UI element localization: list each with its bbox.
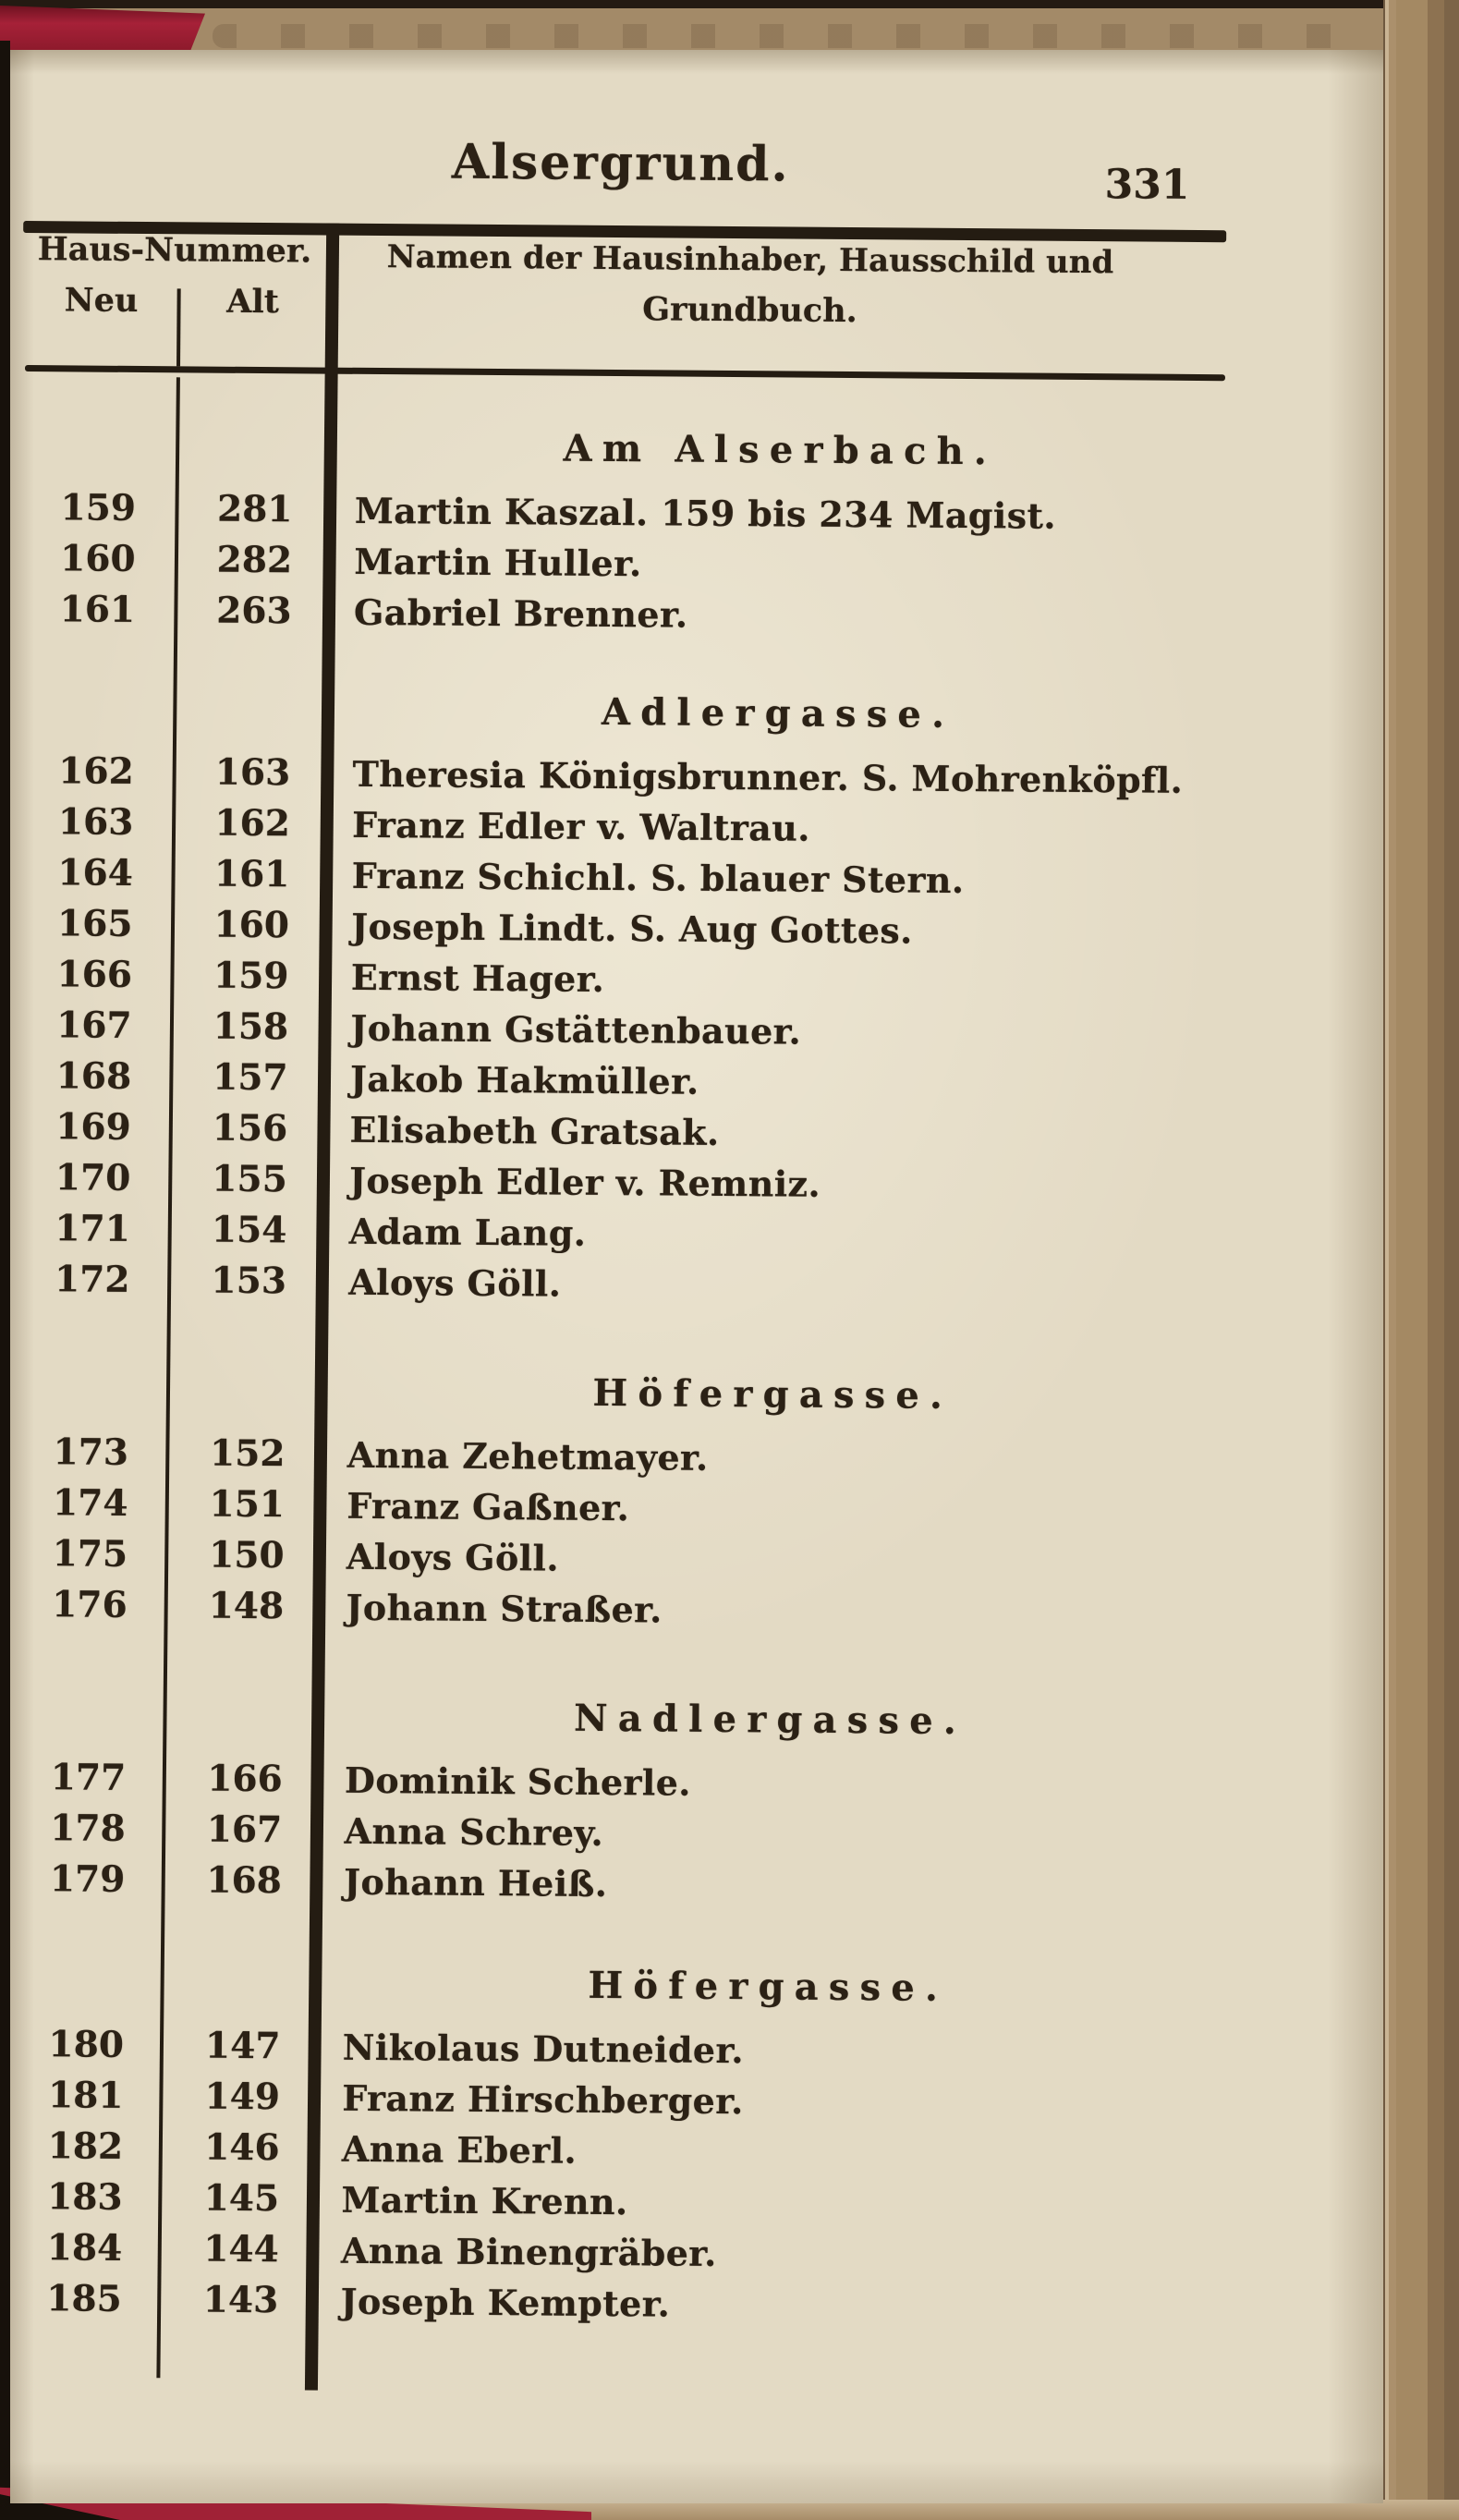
owner-name: Adam Lang. — [348, 1210, 587, 1254]
house-number-new: 175 — [52, 1532, 128, 1576]
page-number: 331 — [1104, 161, 1190, 209]
owner-name: Johann Gstättenbauer. — [350, 1006, 802, 1053]
owner-name: Elisabeth Gratsak. — [349, 1108, 720, 1153]
house-number-old: 281 — [216, 487, 293, 531]
house-number-old: 156 — [212, 1106, 288, 1150]
table-row — [15, 1203, 1218, 1263]
house-number-new: 160 — [59, 537, 136, 580]
house-number-new: 170 — [55, 1156, 131, 1199]
house-number-new: 162 — [58, 749, 134, 793]
table-row — [18, 898, 1221, 958]
table-row — [20, 584, 1223, 644]
table-row — [18, 847, 1221, 907]
owner-name: Nikolaus Dutneider. — [342, 2026, 745, 2072]
table-row — [9, 2019, 1212, 2079]
house-number-new: 168 — [55, 1054, 132, 1098]
owner-name: Franz Gaßner. — [347, 1484, 630, 1529]
table-row — [13, 1478, 1216, 1538]
street-rows — [6, 2019, 1212, 2333]
house-number-new: 171 — [55, 1207, 131, 1250]
street-heading: Adlergasse. — [601, 689, 955, 737]
table-row — [15, 1254, 1218, 1314]
page-content — [0, 45, 1385, 2510]
house-number-new: 184 — [46, 2226, 123, 2270]
book-top-edge-marks — [213, 24, 1358, 48]
table-row — [21, 482, 1224, 542]
house-number-new: 174 — [52, 1481, 128, 1525]
table-row — [20, 533, 1223, 593]
house-number-new: 182 — [47, 2124, 124, 2168]
house-number-old: 159 — [213, 954, 289, 998]
owner-name: Joseph Edler v. Remniz. — [348, 1159, 821, 1205]
house-number-old: 162 — [214, 801, 291, 846]
house-number-new: 179 — [49, 1857, 126, 1901]
table-row — [7, 2222, 1210, 2283]
house-number-old: 168 — [206, 1858, 283, 1903]
table-row — [14, 1427, 1217, 1487]
owner-name: Jakob Hakmüller. — [349, 1057, 699, 1102]
table-header-left — [22, 230, 326, 322]
house-number-old: 148 — [208, 1584, 285, 1628]
house-number-old: 149 — [204, 2075, 281, 2119]
table-row — [11, 1752, 1214, 1812]
owner-name: Johann Straßer. — [346, 1586, 663, 1631]
owner-name: Franz Schichl. S. blauer Stern. — [351, 854, 965, 902]
neu-alt-divider-line — [176, 288, 181, 366]
running-header: Alsergrund. — [451, 133, 790, 193]
owner-name: Gabriel Brenner. — [353, 590, 688, 636]
house-number-new: 161 — [59, 588, 136, 631]
owner-name: Ernst Hager. — [350, 956, 605, 1000]
house-number-new: 183 — [47, 2175, 123, 2219]
house-number-old: 147 — [204, 2024, 281, 2068]
house-number-old: 150 — [209, 1533, 285, 1577]
page-paper — [10, 50, 1383, 2503]
house-number-old: 167 — [206, 1808, 283, 1852]
house-number-old: 145 — [203, 2176, 280, 2221]
owner-name: Martin Krenn. — [341, 2178, 628, 2223]
house-number-old: 143 — [202, 2278, 279, 2322]
house-number-old: 160 — [213, 903, 290, 947]
house-number-old: 282 — [216, 538, 293, 582]
owner-name: Anna Schrey. — [344, 1809, 604, 1854]
house-number-old: 154 — [211, 1208, 287, 1252]
col-header-alt: Alt — [226, 282, 280, 322]
owner-name: Johann Heiß. — [343, 1860, 608, 1905]
house-number-new: 178 — [50, 1807, 126, 1850]
house-number-old: 152 — [209, 1431, 286, 1476]
owner-name: Franz Hirschberger. — [342, 2076, 744, 2123]
house-number-new: 169 — [55, 1105, 131, 1149]
owner-name: Aloys Göll. — [346, 1535, 560, 1579]
table-row — [18, 797, 1222, 857]
book-top-edge — [0, 0, 1459, 50]
house-number-old: 153 — [211, 1259, 287, 1303]
house-number-new: 166 — [56, 953, 133, 996]
owner-name: Aloys Göll. — [348, 1260, 562, 1305]
house-number-old: 151 — [209, 1482, 286, 1527]
house-number-old: 158 — [213, 1004, 289, 1049]
house-number-new: 164 — [57, 851, 134, 895]
street-rows — [12, 1427, 1217, 1639]
col-header-neu-alt — [22, 281, 325, 322]
table-row — [7, 2172, 1210, 2232]
house-number-new: 163 — [57, 800, 134, 844]
owner-name: Joseph Kempter. — [340, 2280, 671, 2325]
street-section — [10, 1687, 1215, 1914]
street-heading: Höfergasse. — [592, 1370, 954, 1418]
table-row — [17, 1000, 1220, 1060]
table-row — [16, 1102, 1219, 1162]
table-row — [13, 1528, 1216, 1589]
owner-name: Joseph Lindt. S. Aug Gottes. — [351, 905, 913, 952]
street-heading: Am Alserbach. — [563, 426, 998, 474]
book-fore-edge — [1383, 0, 1459, 2520]
house-number-old: 157 — [213, 1055, 288, 1100]
street-rows — [10, 1752, 1214, 1914]
table-body — [6, 376, 1225, 2333]
table-row — [18, 746, 1222, 806]
house-number-old: 166 — [207, 1757, 283, 1801]
owner-name: Anna Binengräber. — [340, 2229, 717, 2274]
owner-name: Theresia Königsbrunner. S. Mohrenköpfl. — [352, 752, 1184, 801]
house-number-new: 173 — [53, 1430, 129, 1474]
street-section — [6, 1954, 1212, 2333]
table-row — [8, 2070, 1211, 2130]
house-number-new: 176 — [52, 1583, 128, 1626]
owner-name: Anna Zehetmayer. — [347, 1433, 709, 1479]
table-row — [17, 1051, 1220, 1111]
house-number-new: 159 — [60, 486, 137, 530]
street-section — [20, 418, 1225, 644]
col-header-names-line1: Namen der Hausinhaber, Hausschild und — [386, 238, 1114, 282]
street-heading: Höfergasse. — [588, 1963, 949, 2010]
col-header-neu: Neu — [64, 281, 139, 320]
house-number-old: 146 — [203, 2125, 280, 2170]
owner-name: Martin Kaszal. 159 bis 234 Magist. — [354, 489, 1057, 537]
street-rows — [15, 746, 1222, 1314]
table-row — [16, 1152, 1219, 1212]
table-row — [8, 2121, 1211, 2181]
col-header-names-line2: Grundbuch. — [642, 290, 857, 331]
house-number-new: 165 — [56, 902, 133, 945]
house-number-new: 167 — [56, 1004, 132, 1047]
table-row — [12, 1579, 1215, 1639]
house-number-old: 155 — [212, 1157, 288, 1201]
house-number-new: 172 — [54, 1258, 130, 1301]
owner-name: Dominik Scherle. — [344, 1759, 692, 1804]
owner-name: Anna Eberl. — [341, 2127, 578, 2172]
table-row — [18, 949, 1221, 1009]
table-row — [10, 1803, 1213, 1863]
house-number-new: 181 — [47, 2074, 124, 2117]
owner-name: Franz Edler v. Waltrau. — [351, 803, 811, 849]
house-number-old: 144 — [203, 2227, 279, 2271]
house-number-old: 263 — [216, 589, 292, 633]
house-number-old: 161 — [213, 852, 290, 896]
street-section — [15, 681, 1222, 1314]
col-header-haus-nummer: Haus-Nummer. — [37, 230, 312, 271]
owner-name: Martin Huller. — [354, 540, 642, 585]
house-number-new: 180 — [48, 2023, 125, 2066]
table-row — [6, 2273, 1210, 2333]
table-header-right — [338, 238, 1226, 334]
street-heading: Nadlergasse. — [573, 1696, 967, 1744]
table-row — [10, 1854, 1213, 1914]
house-number-new: 177 — [50, 1756, 127, 1799]
house-number-new: 185 — [46, 2277, 122, 2320]
house-number-old: 163 — [214, 750, 291, 795]
street-section — [12, 1362, 1217, 1639]
street-rows — [20, 482, 1224, 644]
